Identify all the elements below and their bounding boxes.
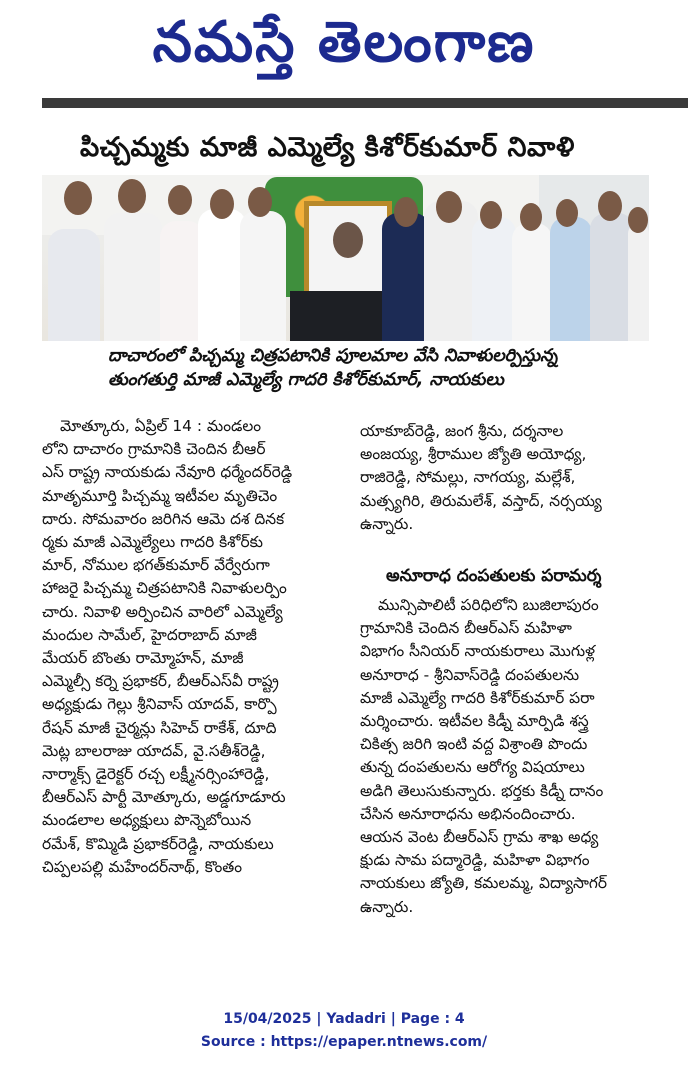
person-head [480, 201, 502, 229]
footer-date-edition: 15/04/2025 | Yadadri | Page : 4 [223, 1011, 465, 1027]
portrait-face [333, 222, 363, 258]
person [240, 211, 286, 341]
article-line: చేసిన అనూరాధను అభినందించారు. [360, 804, 576, 823]
person-head [436, 191, 462, 223]
person-head [520, 203, 542, 231]
footer-source-link[interactable]: Source : https://epaper.ntnews.com/ [200, 1034, 488, 1050]
person [472, 217, 516, 341]
person-head [248, 187, 272, 217]
article-line: మత్స్యగిరి, తిరుమలేశ్, వస్తాద్, నర్సయ్య [360, 491, 602, 510]
article-line: యాకూబ్‌రెడ్డి, జంగ శ్రీను, దర్శనాల [360, 422, 564, 440]
article-line: లోని దాచారం గ్రామానికి చెందిన బీఆర్ [42, 440, 266, 459]
newspaper-title: నమస్తే తెలంగాణ [152, 10, 536, 75]
person [198, 209, 246, 341]
person [48, 229, 100, 341]
article-line: ఎస్ రాష్ట్ర నాయకుడు నేవూరి ధర్మేందర్‌రెడ్డి [42, 463, 293, 482]
article-line: మేయర్ బొంతు రామ్మోహన్, మాజీ [42, 649, 244, 668]
person-head [210, 189, 234, 219]
article-line: ర్మకు మాజీ ఎమ్మెల్యేలు గాదరి కిశోర్‌కు [42, 533, 263, 552]
person-head [394, 197, 418, 227]
person [628, 223, 649, 341]
article-line: దారు. సోమవారం జరిగిన ఆమె దశ దినక [42, 509, 285, 528]
photo-caption-line-1: దాచారంలో పిచ్చమ్మ చిత్రపటానికి పూలమాల వేసి నివాళులర్పిస్తున్న [108, 346, 558, 366]
article-line: ఉన్నారు. [360, 897, 414, 916]
article-line: నాయకులు జ్యోతి, కమలమ్మ, విద్యాసాగర్ [360, 874, 608, 893]
article-column-right-bottom [360, 594, 660, 919]
person [104, 213, 162, 341]
article-line: మెట్ల బాలరాజు యాదవ్, వై.సతీశ్‌రెడ్డి, [42, 741, 266, 760]
article-line: అడిగి తెలుసుకున్నారు. భర్తకు కిడ్నీ దానం [360, 781, 604, 800]
article-line: మున్సిపాలిటీ పరిధిలోని బుజిలాపురం [378, 596, 599, 614]
article-column-left [42, 415, 345, 879]
person-head [168, 185, 192, 215]
article-line: హాజరై పిచ్చమ్మ చిత్రపటానికి నివాళులర్పిం [42, 579, 287, 598]
article-line: విభాగం సీనియర్ నాయకురాలు మొగుళ్ల [360, 642, 596, 661]
person [382, 213, 430, 341]
article-line: మందుల సామేల్, హైదరాబాద్ మాజీ [42, 625, 257, 644]
article-line: నార్మాక్స్ డైరెక్టర్ రచ్చ లక్ష్మీనర్సింహారెడ్డి, [42, 765, 270, 784]
article-line: మాతృమూర్తి పిచ్చమ్మ ఇటీవల మృతిచెం [42, 486, 278, 505]
masthead-rule [42, 98, 688, 108]
article-line: మోత్కూరు, ఏప్రిల్ 14 : మండలం [60, 417, 262, 435]
article-line: చికిత్స జరిగి ఇంటి వద్ద విశ్రాంతి పొందు [360, 735, 588, 754]
article-line: బీఆర్‌ఎస్ పార్టీ మోత్కూరు, అడ్డగూడూరు [42, 788, 286, 807]
person-head [598, 191, 622, 221]
article-line: ఎమ్మెల్సీ కర్నె ప్రభాకర్, బీఆర్‌ఎస్‌వీ రాష్ట్ర [42, 672, 279, 691]
article-line: మర్శించారు. ఇటీవల కిడ్నీ మార్పిడి శస్త్ర [360, 712, 589, 731]
article-line: చిప్పలపల్లి మహేందర్‌నాథ్, కొంతం [42, 857, 243, 876]
person-head [556, 199, 578, 227]
article-line: ఆయన వెంట బీఆర్‌ఎస్ గ్రామ శాఖ అధ్య [360, 828, 599, 847]
article-line: చారు. నివాళి అర్పించిన వారిలో ఎమ్మెల్యే [42, 602, 283, 621]
article-line: తున్న దంపతులను ఆరోగ్య విషయాలు [360, 758, 585, 777]
article-line: అనూరాధ - శ్రీనివాస్‌రెడ్డి దంపతులను [360, 665, 580, 684]
article-line: మాజీ ఎమ్మెల్యే గాదరి కిశోర్‌కుమార్ పరా [360, 688, 595, 707]
article-line: ఉన్నారు. [360, 514, 414, 533]
person [512, 223, 552, 341]
masthead [0, 0, 688, 108]
article-headline: పిచ్చమ్మకు మాజీ ఎమ్మెల్యే కిశోర్‌కుమార్ నివాళి [80, 132, 575, 163]
person [550, 217, 592, 341]
article-line: గ్రామానికి చెందిన బీఆర్‌ఎస్ మహిళా [360, 619, 572, 638]
article-subheading: అనూరాధ దంపతులకు పరామర్శ [386, 566, 602, 586]
photo-caption-line-2: తుంగతుర్తి మాజీ ఎమ్మెల్యే గాదరి కిశోర్‌కుమార్, నాయకులు [108, 370, 504, 390]
article-column-right-top [360, 420, 660, 536]
article-line: మార్, నోముల భగత్‌కుమార్ వేర్వేరుగా [42, 556, 270, 575]
article-line: రేషన్ మాజీ చైర్మన్లు సిహెచ్ రాకేశ్, దూది [42, 718, 277, 737]
article-line: రమేశ్, కొమ్మిడి ప్రభాకర్‌రెడ్డి, నాయకులు [42, 834, 274, 853]
article-line: అధ్యక్షుడు గెల్లు శ్రీనివాస్ యాదవ్, కార్పొ [42, 695, 277, 714]
person-head [118, 179, 146, 213]
article-line: అంజయ్య, శ్రీరాముల జ్యోతి అయోధ్య, [360, 445, 587, 464]
article-line: మండలాల అధ్యక్షులు పొన్నెబోయిన [42, 811, 252, 830]
portrait-frame [304, 201, 392, 297]
article-line: క్షుడు సామ పద్మారెడ్డి, మహిళా విభాగం [360, 851, 590, 870]
article-line: రాజిరెడ్డి, సోమల్లు, నాగయ్య, మల్లేశ్, [360, 468, 576, 487]
person-head [64, 181, 92, 215]
person-head [628, 207, 648, 233]
article-photo [42, 175, 649, 341]
